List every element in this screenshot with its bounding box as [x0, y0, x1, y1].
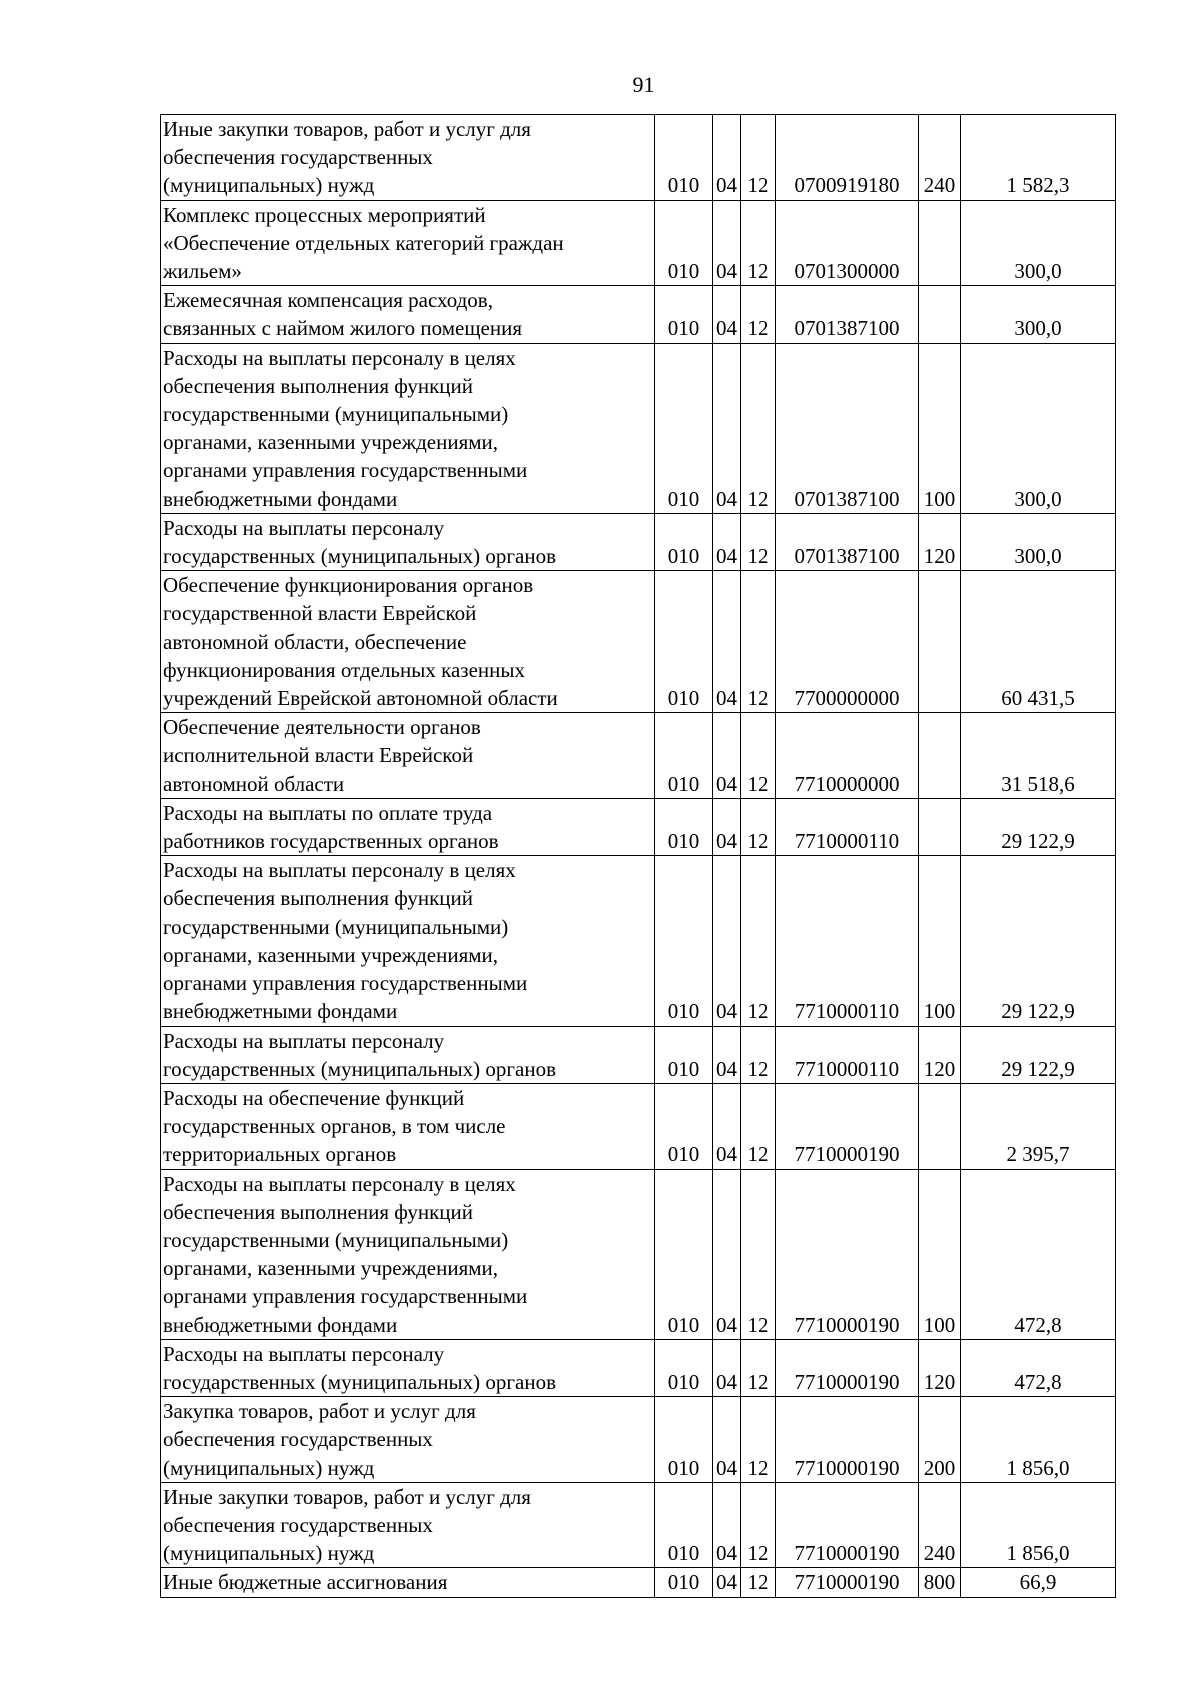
expense-type-cell: 100: [919, 856, 961, 1026]
subsection-code-cell: 12: [741, 343, 776, 513]
section-code-cell: 04: [713, 1169, 741, 1339]
item-name-line: государственных (муниципальных) органов: [163, 1056, 557, 1081]
expense-type-cell: [919, 713, 961, 799]
subsection-code-cell: 12: [741, 571, 776, 713]
subsection-code-cell: 12: [741, 513, 776, 570]
target-article-cell: 7710000110: [776, 1026, 919, 1083]
expense-type-cell: 200: [919, 1397, 961, 1483]
item-name-line: «Обеспечение отдельных категорий граждан: [163, 230, 564, 255]
subsection-code-cell: 12: [741, 713, 776, 799]
item-name-line: Закупка товаров, работ и услуг для: [163, 1399, 476, 1424]
item-name-line: государственными (муниципальными): [163, 402, 509, 427]
amount-cell: 472,8: [961, 1339, 1116, 1396]
item-name-cell: [161, 1339, 655, 1396]
table-row: [161, 1083, 1116, 1169]
table-row: [161, 1339, 1116, 1396]
expense-type-cell: 120: [919, 1339, 961, 1396]
item-name-line: обеспечения выполнения функций: [163, 1199, 474, 1224]
item-name-line: государственных (муниципальных) органов: [163, 544, 557, 569]
table-row: [161, 713, 1116, 799]
target-article-cell: 7700000000: [776, 571, 919, 713]
subsection-code-cell: 12: [741, 1568, 776, 1597]
ministry-code-cell: 010: [655, 856, 713, 1026]
item-name-line: работников государственных органов: [163, 829, 499, 854]
item-name-line: связанных с наймом жилого помещения: [163, 316, 523, 341]
table-row: [161, 798, 1116, 855]
subsection-code-cell: 12: [741, 1339, 776, 1396]
item-name-line: обеспечения государственных: [163, 1512, 433, 1537]
table-row: [161, 115, 1116, 201]
item-name-line: (муниципальных) нужд: [163, 173, 375, 198]
subsection-code-cell: 12: [741, 798, 776, 855]
item-name-line: функционирования отдельных казенных: [163, 657, 526, 682]
expense-type-cell: 100: [919, 343, 961, 513]
table-row: [161, 1482, 1116, 1568]
item-name-line: автономной области: [163, 771, 345, 796]
item-name-line: Расходы на выплаты персоналу в целях: [163, 345, 516, 370]
amount-cell: 31 518,6: [961, 713, 1116, 799]
target-article-cell: 7710000000: [776, 713, 919, 799]
ministry-code-cell: 010: [655, 798, 713, 855]
ministry-code-cell: 010: [655, 1339, 713, 1396]
amount-cell: 29 122,9: [961, 856, 1116, 1026]
item-name-line: Обеспечение функционирования органов: [163, 573, 534, 598]
ministry-code-cell: 010: [655, 571, 713, 713]
table-row: [161, 856, 1116, 1026]
subsection-code-cell: 12: [741, 200, 776, 286]
target-article-cell: 0701300000: [776, 200, 919, 286]
section-code-cell: 04: [713, 798, 741, 855]
amount-cell: 29 122,9: [961, 798, 1116, 855]
amount-cell: 300,0: [961, 200, 1116, 286]
target-article-cell: 7710000190: [776, 1083, 919, 1169]
expense-type-cell: 120: [919, 1026, 961, 1083]
item-name-line: государственными (муниципальными): [163, 1227, 509, 1252]
ministry-code-cell: 010: [655, 1026, 713, 1083]
item-name-line: внебюджетными фондами: [163, 1312, 398, 1337]
item-name-cell: [161, 513, 655, 570]
table-row: [161, 1026, 1116, 1083]
subsection-code-cell: 12: [741, 115, 776, 201]
ministry-code-cell: 010: [655, 1568, 713, 1597]
item-name-line: Иные бюджетные ассигнования: [163, 1570, 448, 1595]
item-name-cell: [161, 1397, 655, 1483]
amount-cell: 29 122,9: [961, 1026, 1116, 1083]
target-article-cell: 0700919180: [776, 115, 919, 201]
expense-type-cell: 240: [919, 1482, 961, 1568]
item-name-line: Расходы на выплаты персоналу: [163, 1341, 445, 1366]
ministry-code-cell: 010: [655, 1083, 713, 1169]
table-row: [161, 343, 1116, 513]
section-code-cell: 04: [713, 115, 741, 201]
item-name-cell: [161, 856, 655, 1026]
target-article-cell: 0701387100: [776, 343, 919, 513]
item-name-line: обеспечения государственных: [163, 145, 433, 170]
target-article-cell: 7710000190: [776, 1397, 919, 1483]
amount-cell: 1 582,3: [961, 115, 1116, 201]
amount-cell: 1 856,0: [961, 1482, 1116, 1568]
section-code-cell: 04: [713, 1026, 741, 1083]
target-article-cell: 0701387100: [776, 286, 919, 343]
section-code-cell: 04: [713, 1568, 741, 1597]
ministry-code-cell: 010: [655, 513, 713, 570]
table-row: [161, 1169, 1116, 1339]
ministry-code-cell: 010: [655, 200, 713, 286]
item-name-line: Расходы на выплаты персоналу в целях: [163, 858, 516, 883]
target-article-cell: 7710000190: [776, 1482, 919, 1568]
subsection-code-cell: 12: [741, 1169, 776, 1339]
item-name-cell: [161, 1482, 655, 1568]
target-article-cell: 7710000110: [776, 856, 919, 1026]
item-name-line: органами, казенными учреждениями,: [163, 430, 499, 455]
item-name-line: органами, казенными учреждениями,: [163, 1256, 499, 1281]
amount-cell: 300,0: [961, 286, 1116, 343]
expense-type-cell: [919, 1083, 961, 1169]
subsection-code-cell: 12: [741, 1482, 776, 1568]
item-name-line: (муниципальных) нужд: [163, 1541, 375, 1566]
amount-cell: 300,0: [961, 343, 1116, 513]
item-name-line: Ежемесячная компенсация расходов,: [163, 288, 493, 313]
subsection-code-cell: 12: [741, 286, 776, 343]
table-row: [161, 200, 1116, 286]
item-name-line: внебюджетными фондами: [163, 999, 398, 1024]
expense-type-cell: 240: [919, 115, 961, 201]
subsection-code-cell: 12: [741, 1083, 776, 1169]
target-article-cell: 7710000190: [776, 1169, 919, 1339]
ministry-code-cell: 010: [655, 343, 713, 513]
item-name-line: государственной власти Еврейской: [163, 601, 477, 626]
ministry-code-cell: 010: [655, 1482, 713, 1568]
item-name-line: Расходы на выплаты по оплате труда: [163, 800, 493, 825]
target-article-cell: 7710000190: [776, 1339, 919, 1396]
item-name-cell: [161, 1026, 655, 1083]
item-name-line: органами управления государственными: [163, 971, 528, 996]
item-name-line: государственными (муниципальными): [163, 914, 509, 939]
ministry-code-cell: 010: [655, 1169, 713, 1339]
section-code-cell: 04: [713, 1339, 741, 1396]
amount-cell: 1 856,0: [961, 1397, 1116, 1483]
amount-cell: 300,0: [961, 513, 1116, 570]
item-name-cell: [161, 286, 655, 343]
item-name-cell: [161, 1568, 655, 1597]
ministry-code-cell: 010: [655, 115, 713, 201]
table-row: [161, 1568, 1116, 1597]
item-name-line: территориальных органов: [163, 1142, 397, 1167]
section-code-cell: 04: [713, 1397, 741, 1483]
item-name-line: Расходы на выплаты персоналу в целях: [163, 1171, 516, 1196]
amount-cell: 66,9: [961, 1568, 1116, 1597]
item-name-cell: [161, 200, 655, 286]
section-code-cell: 04: [713, 571, 741, 713]
item-name-cell: [161, 115, 655, 201]
table-row: [161, 571, 1116, 713]
expense-type-cell: [919, 286, 961, 343]
amount-cell: 472,8: [961, 1169, 1116, 1339]
item-name-line: органами управления государственными: [163, 1284, 528, 1309]
item-name-cell: [161, 571, 655, 713]
budget-table: [160, 114, 1116, 1598]
amount-cell: 2 395,7: [961, 1083, 1116, 1169]
expense-type-cell: [919, 571, 961, 713]
target-article-cell: 7710000110: [776, 798, 919, 855]
item-name-line: обеспечения выполнения функций: [163, 373, 474, 398]
page-number: 91: [632, 72, 655, 97]
section-code-cell: 04: [713, 1083, 741, 1169]
item-name-line: Иные закупки товаров, работ и услуг для: [163, 117, 531, 141]
item-name-line: учреждений Еврейской автономной области: [163, 686, 558, 711]
item-name-line: государственных органов, в том числе: [163, 1114, 506, 1139]
ministry-code-cell: 010: [655, 1397, 713, 1483]
item-name-cell: [161, 1169, 655, 1339]
ministry-code-cell: 010: [655, 286, 713, 343]
item-name-line: внебюджетными фондами: [163, 486, 398, 511]
item-name-line: обеспечения выполнения функций: [163, 886, 474, 911]
item-name-line: Обеспечение деятельности органов: [163, 715, 481, 740]
item-name-line: автономной области, обеспечение: [163, 629, 467, 654]
ministry-code-cell: 010: [655, 713, 713, 799]
table-row: [161, 513, 1116, 570]
expense-type-cell: [919, 798, 961, 855]
item-name-line: государственных (муниципальных) органов: [163, 1369, 557, 1394]
item-name-line: обеспечения государственных: [163, 1427, 433, 1452]
item-name-line: органами, казенными учреждениями,: [163, 942, 499, 967]
item-name-cell: [161, 798, 655, 855]
item-name-cell: [161, 713, 655, 799]
subsection-code-cell: 12: [741, 1397, 776, 1483]
subsection-code-cell: 12: [741, 1026, 776, 1083]
item-name-line: (муниципальных) нужд: [163, 1455, 375, 1480]
table-row: [161, 1397, 1116, 1483]
section-code-cell: 04: [713, 513, 741, 570]
target-article-cell: 0701387100: [776, 513, 919, 570]
section-code-cell: 04: [713, 1482, 741, 1568]
subsection-code-cell: 12: [741, 856, 776, 1026]
expense-type-cell: [919, 200, 961, 286]
item-name-cell: [161, 343, 655, 513]
table-row: [161, 286, 1116, 343]
item-name-line: Расходы на выплаты персоналу: [163, 1028, 445, 1053]
amount-cell: 60 431,5: [961, 571, 1116, 713]
target-article-cell: 7710000190: [776, 1568, 919, 1597]
expense-type-cell: 100: [919, 1169, 961, 1339]
expense-type-cell: 120: [919, 513, 961, 570]
item-name-line: исполнительной власти Еврейской: [163, 743, 474, 768]
item-name-line: Комплекс процессных мероприятий: [163, 202, 486, 227]
section-code-cell: 04: [713, 343, 741, 513]
item-name-line: Иные закупки товаров, работ и услуг для: [163, 1484, 531, 1509]
item-name-line: Расходы на выплаты персоналу: [163, 515, 445, 540]
expense-type-cell: 800: [919, 1568, 961, 1597]
section-code-cell: 04: [713, 713, 741, 799]
item-name-line: Расходы на обеспечение функций: [163, 1085, 465, 1110]
item-name-line: жильем»: [163, 259, 242, 284]
section-code-cell: 04: [713, 200, 741, 286]
section-code-cell: 04: [713, 286, 741, 343]
item-name-line: органами управления государственными: [163, 458, 528, 483]
item-name-cell: [161, 1083, 655, 1169]
section-code-cell: 04: [713, 856, 741, 1026]
